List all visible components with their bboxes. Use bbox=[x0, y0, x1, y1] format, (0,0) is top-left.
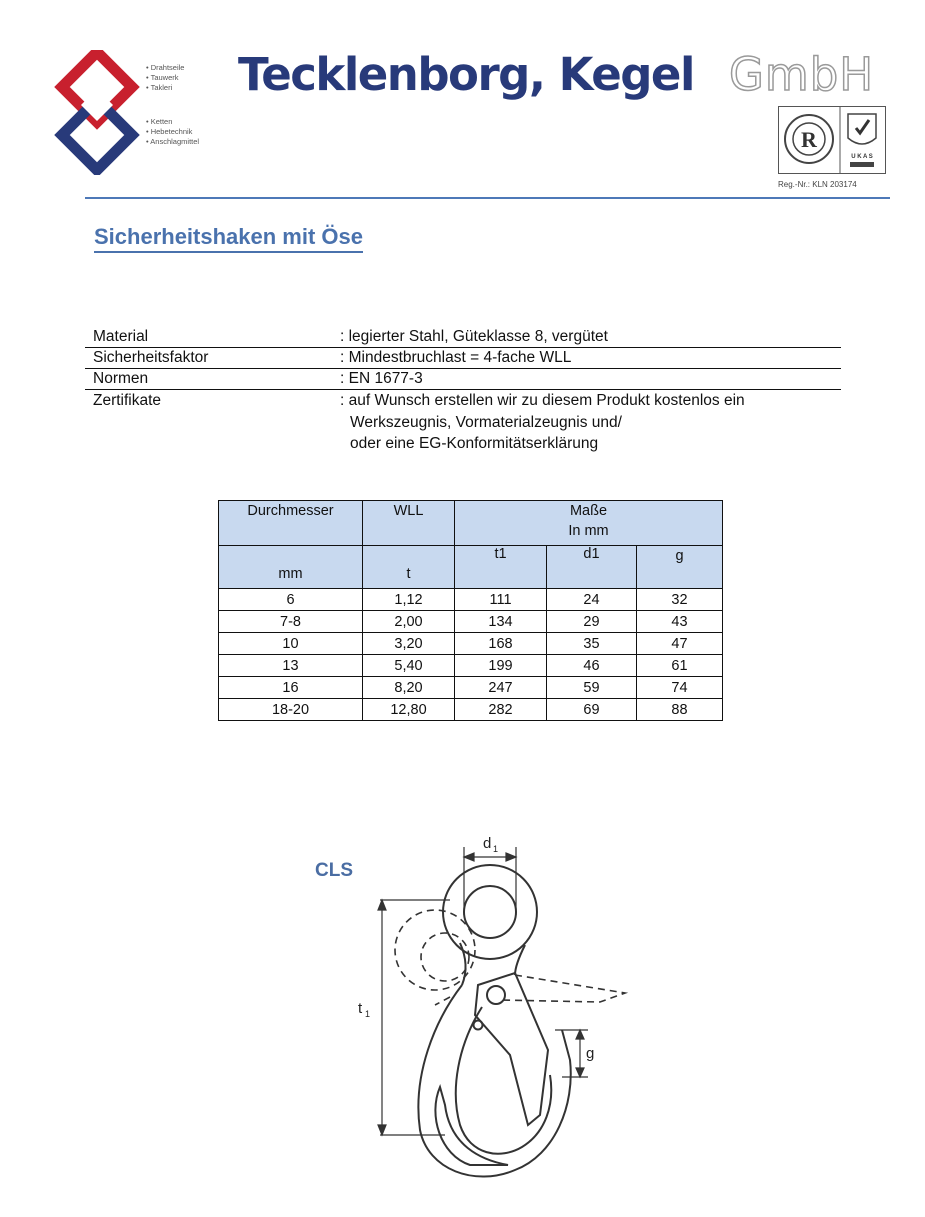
column-header-t1: t1 bbox=[455, 546, 547, 589]
cell-d1: 46 bbox=[547, 655, 637, 677]
spec-row-certificates bbox=[85, 390, 841, 455]
cell-wll: 1,12 bbox=[363, 589, 455, 611]
label-d1-subscript: 1 bbox=[493, 844, 499, 854]
cell-wll: 2,00 bbox=[363, 611, 455, 633]
cell-diameter: 13 bbox=[219, 655, 363, 677]
spec-value: : legierter Stahl, Güteklasse 8, vergütet bbox=[340, 328, 608, 345]
ukas-icon bbox=[848, 114, 876, 167]
label-d1: d bbox=[483, 835, 492, 852]
spec-label: Normen bbox=[93, 370, 149, 387]
dimensions-table bbox=[218, 500, 723, 721]
cell-wll: 8,20 bbox=[363, 677, 455, 699]
column-unit-wll: t bbox=[363, 546, 455, 589]
cell-g: 88 bbox=[637, 699, 723, 721]
cell-wll: 5,40 bbox=[363, 655, 455, 677]
company-suffix: GmbH bbox=[729, 48, 875, 101]
spec-label: Zertifikate bbox=[93, 392, 162, 409]
cell-wll: 12,80 bbox=[363, 699, 455, 721]
header-divider bbox=[85, 197, 890, 199]
column-header-diameter: Durchmesser bbox=[219, 501, 363, 546]
table-row bbox=[219, 589, 723, 611]
safety-hook-drawing bbox=[300, 825, 660, 1195]
spec-label: Material bbox=[93, 328, 149, 345]
svg-text:U K A S: U K A S bbox=[851, 154, 873, 160]
product-line: • Tauwerk bbox=[146, 73, 179, 82]
company-name: Tecklenborg, Kegel bbox=[238, 48, 694, 101]
cell-t1: 168 bbox=[455, 633, 547, 655]
cell-wll: 3,20 bbox=[363, 633, 455, 655]
column-header-wll: WLL bbox=[363, 501, 455, 546]
certification-badges bbox=[778, 106, 886, 174]
cell-d1: 24 bbox=[547, 589, 637, 611]
spec-value: : EN 1677-3 bbox=[340, 370, 423, 387]
product-line: • Hebetechnik bbox=[146, 127, 193, 136]
label-g: g bbox=[586, 1045, 595, 1062]
cell-d1: 35 bbox=[547, 633, 637, 655]
table-row bbox=[219, 699, 723, 721]
spec-value: oder eine EG-Konformitätserklärung bbox=[350, 435, 599, 452]
cell-diameter: 7-8 bbox=[219, 611, 363, 633]
specifications-list bbox=[85, 327, 841, 455]
spec-value: : auf Wunsch erstellen wir zu diesem Produkt kostenlos ein bbox=[340, 392, 745, 409]
svg-text:R: R bbox=[801, 127, 817, 152]
label-t1: t bbox=[358, 1000, 363, 1017]
spec-row-safety-factor bbox=[85, 348, 841, 369]
cell-g: 32 bbox=[637, 589, 723, 611]
spec-row-norms bbox=[85, 369, 841, 390]
product-line: • Takleri bbox=[146, 83, 173, 92]
page-title: Sicherheitshaken mit Öse bbox=[94, 224, 363, 253]
cell-t1: 199 bbox=[455, 655, 547, 677]
table-row bbox=[219, 633, 723, 655]
spec-value: : Mindestbruchlast = 4-fache WLL bbox=[340, 349, 572, 366]
company-logo-mark bbox=[52, 50, 142, 175]
cell-diameter: 6 bbox=[219, 589, 363, 611]
cell-g: 74 bbox=[637, 677, 723, 699]
cell-d1: 69 bbox=[547, 699, 637, 721]
spec-label: Sicherheitsfaktor bbox=[93, 349, 209, 366]
product-line: • Anschlagmittel bbox=[146, 137, 200, 146]
cell-t1: 247 bbox=[455, 677, 547, 699]
spec-value: Werkszeugnis, Vormaterialzeugnis und/ bbox=[350, 413, 622, 431]
column-header-d1: d1 bbox=[547, 546, 637, 589]
cell-d1: 29 bbox=[547, 611, 637, 633]
product-lines-top bbox=[146, 63, 184, 93]
cell-diameter: 18-20 bbox=[219, 699, 363, 721]
registered-quality-icon bbox=[785, 115, 833, 163]
product-lines-bottom bbox=[146, 117, 199, 147]
product-line: • Drahtseile bbox=[146, 63, 185, 72]
cell-diameter: 16 bbox=[219, 677, 363, 699]
cell-g: 43 bbox=[637, 611, 723, 633]
table-row bbox=[219, 655, 723, 677]
cell-t1: 111 bbox=[455, 589, 547, 611]
label-t1-subscript: 1 bbox=[365, 1009, 371, 1019]
column-header-g: g bbox=[637, 546, 723, 589]
table-row bbox=[219, 677, 723, 699]
cell-t1: 134 bbox=[455, 611, 547, 633]
registration-number: Reg.-Nr.: KLN 203174 bbox=[778, 180, 857, 189]
cell-d1: 59 bbox=[547, 677, 637, 699]
product-line: • Ketten bbox=[146, 117, 173, 126]
table-row bbox=[219, 611, 723, 633]
cell-t1: 282 bbox=[455, 699, 547, 721]
column-unit-diameter: mm bbox=[219, 546, 363, 589]
spec-row-material bbox=[85, 327, 841, 348]
drawing-title: CLS bbox=[315, 860, 353, 881]
column-header-dimensions: Maße In mm bbox=[455, 501, 723, 546]
cell-g: 47 bbox=[637, 633, 723, 655]
cell-diameter: 10 bbox=[219, 633, 363, 655]
cell-g: 61 bbox=[637, 655, 723, 677]
